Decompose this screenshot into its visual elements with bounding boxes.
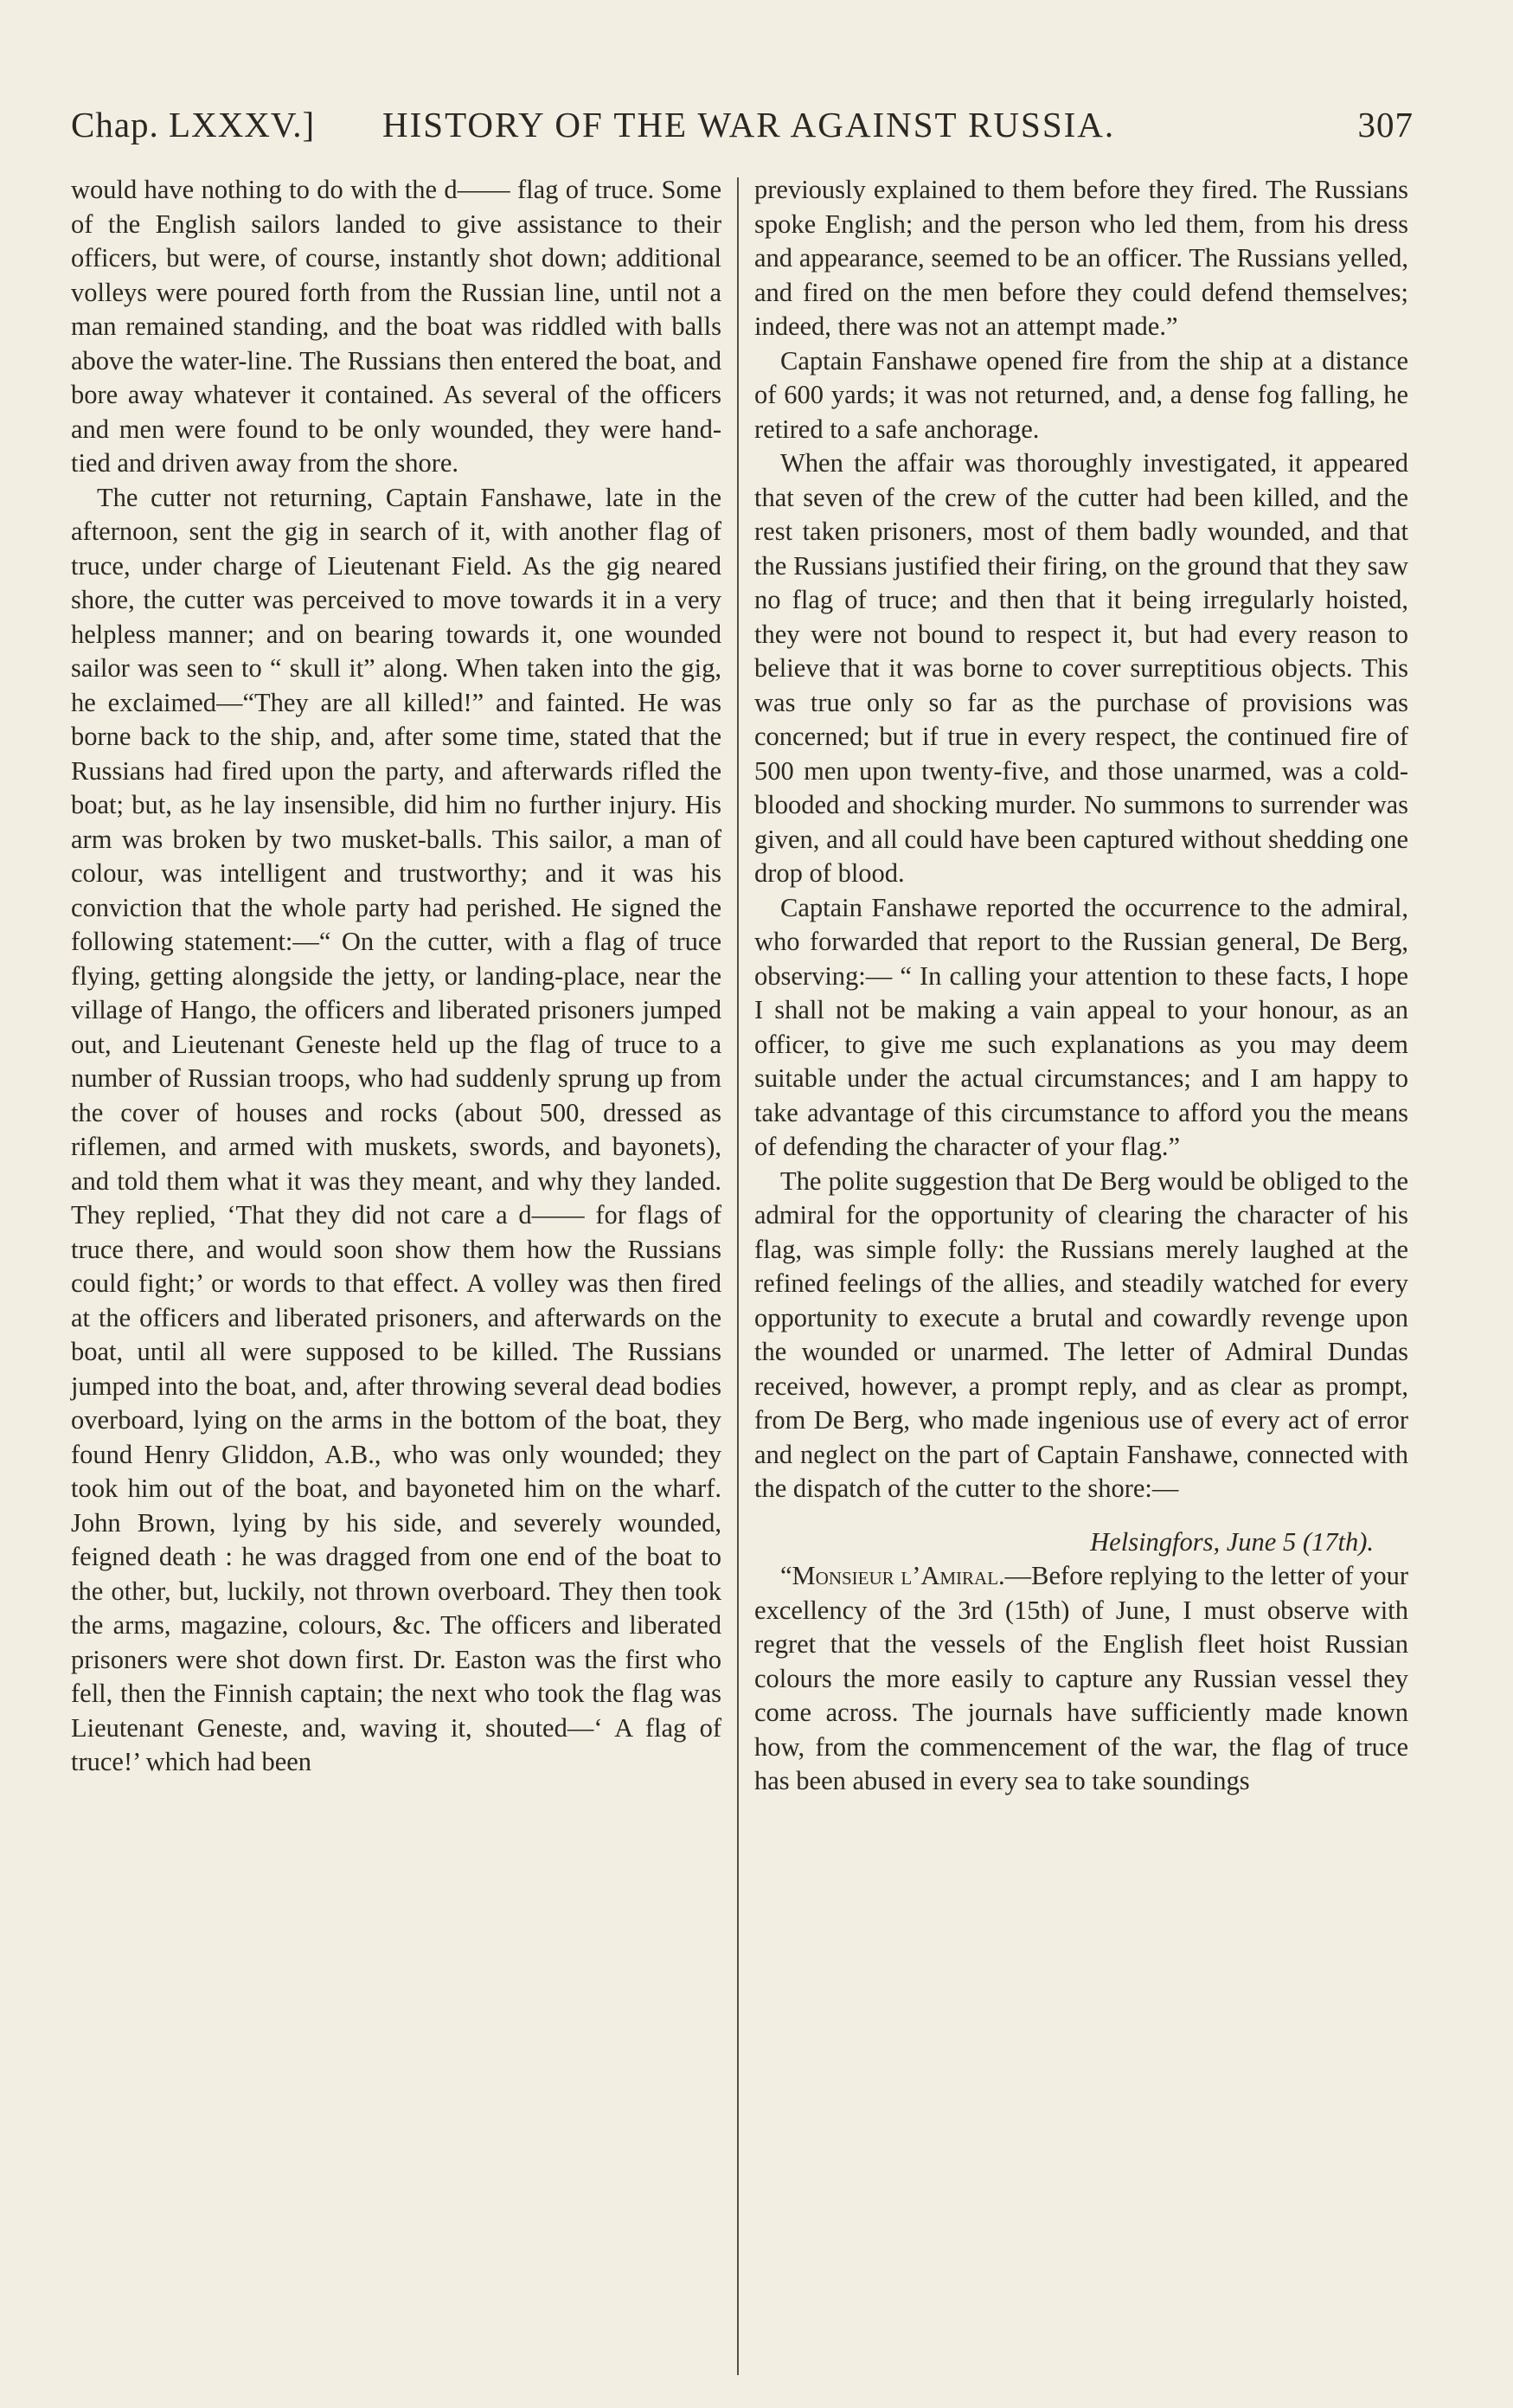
letter-salutation: “Monsieur l’Amiral. — [780, 1561, 1005, 1590]
chapter-label: Chap. LXXXV.] — [71, 105, 316, 144]
right-paragraph-5: The polite suggestion that De Berg would be obliged to the admiral for the opportunity of clearing the character of his flag, was simple folly: the Russians merely laughed at the refined feelings of the allies, and steadily watched for every opportunity to execute a brutal and cowardly revenge upon the wounded or unarmed. The letter of Admiral Dundas received, however, a prompt reply, and as clear as prompt, from De Berg, who made ingenious use of every act of error and neglect on the part of Captain Fanshawe, connected with the dispatch of the cutter to the shore:— — [754, 1165, 1408, 1503]
running-header — [71, 97, 1414, 149]
right-paragraph-2: Captain Fanshawe opened fire from the ship at a distance of 600 yards; it was not returned, and, a dense fog falling, he retired to a safe anchorage. — [754, 345, 1408, 444]
column-divider — [737, 177, 739, 2375]
running-title: HISTORY OF THE WAR AGAINST RUSSIA. — [382, 105, 1116, 144]
left-column — [71, 173, 721, 1780]
right-paragraph-3: When the affair was thoroughly investigated, it appeared that seven of the crew of the cutter had been killed, and the rest taken prisoners, most of them badly wounded, and that the Russians justified their firing, on the ground that they saw no flag of truce; and then that it being irregularly hoisted, they were not bound to respect it, but had every reason to believe that it was borne to cover surreptitious objects. This was true only so far as the purchase of provisions was concerned; but if true in every respect, the continued fire of 500 men upon twenty-five, and those unarmed, was a cold-blooded and shocking murder. No summons to surrender was given, and all could have been captured without shedding one drop of blood. — [754, 448, 1408, 888]
right-paragraph-1: previously explained to them before they fired. The Russians spoke English; and the person who led them, from his dress and appearance, seemed to be an officer. The Russians yelled, and fired on the men before they could defend themselves; indeed, there was not an attempt made.” — [754, 175, 1408, 341]
letter-body: —Before replying to the letter of your excellency of the 3rd (15th) of June, I must observe with regret that the vessels of the English fleet hoist Russian colours the more easily to capture any Russian vessel they come across. The journals have sufficiently made known how, from the commencement of the war, the flag of truce has been abused in every sea to take soundings — [754, 1561, 1408, 1795]
page-number: 307 — [1357, 105, 1414, 144]
left-paragraph-2: The cutter not returning, Captain Fanshawe, late in the afternoon, sent the gig in search of it, with another flag of truce, under charge of Lieutenant Field. As the gig neared shore, the cutter was perceived to move towards it in a very helpless manner; and on bearing towards it, one wounded sailor was seen to “ skull it” along. When taken into the gig, he exclaimed—“They are all killed!” and fainted. He was borne back to the ship, and, after some time, stated that the Russians had fired upon the party, and afterwards rifled the boat; but, as he lay insensible, did him no further injury. His arm was broken by two musket-balls. This sailor, a man of colour, was intelligent and trustworthy; and it was his conviction that the whole party had perished. He signed the following statement:—“ On the cutter, with a flag of truce flying, getting alongside the jetty, or landing-place, near the village of Hango, the officers and liberated prisoners jumped out, and Lieutenant Geneste held up the flag of truce to a number of Russian troops, who had suddenly sprung up from the cover of houses and rocks (about 500, dressed as riflemen, and armed with muskets, swords, and bayonets), and told them what it was they meant, and why they landed. They replied, ‘That they did not care a d—— for flags of truce there, and would soon show them how the Russians could fight;’ or words to that effect. A volley was then fired at the officers and liberated prisoners, and afterwards on the boat, until all were supposed to be killed. The Russians jumped into the boat, and, after throwing several dead bodies overboard, lying on the arms in the bottom of the boat, they found Henry Gliddon, A.B., who was only wounded; they took him out of the boat, and bayoneted him on the wharf. John Brown, lying by his side, and severely wounded, feigned death : he was dragged from one end of the boat to the other, but, luckily, not thrown overboard. They then took the arms, magazine, colours, &c. The officers and liberated prisoners were shot down first. Dr. Easton was the first who fell, then the Finnish captain; the next who took the flag was Lieutenant Geneste, and, waving it, shouted—‘ A flag of truce!’ which had been — [71, 482, 721, 1776]
right-paragraph-6 — [754, 1559, 1408, 1799]
left-paragraph-1: would have nothing to do with the d—— flag of truce. Some of the English sailors landed to give assistance to their officers, but were, of course, instantly shot down; additional volleys were poured forth from the Russian line, until not a man remained standing, and the boat was riddled with balls above the water-line. The Russians then entered the boat, and bore away whatever it contained. As several of the officers and men were found to be only wounded, they were hand-tied and driven away from the shore. — [71, 175, 721, 478]
right-paragraph-4: Captain Fanshawe reported the occurrence to the admiral, who forwarded that report to the Russian general, De Berg, observing:— “ In calling your attention to these facts, I hope I shall not be making a vain appeal to your honour, as an officer, to give me such explanations as you may deem suitable under the actual circumstances; and I am happy to take advantage of this circumstance to afford you the means of defending the character of your flag.” — [754, 892, 1408, 1161]
letter-dateline: Helsingfors, June 5 (17th). — [1090, 1526, 1374, 1557]
right-column — [754, 173, 1408, 1799]
